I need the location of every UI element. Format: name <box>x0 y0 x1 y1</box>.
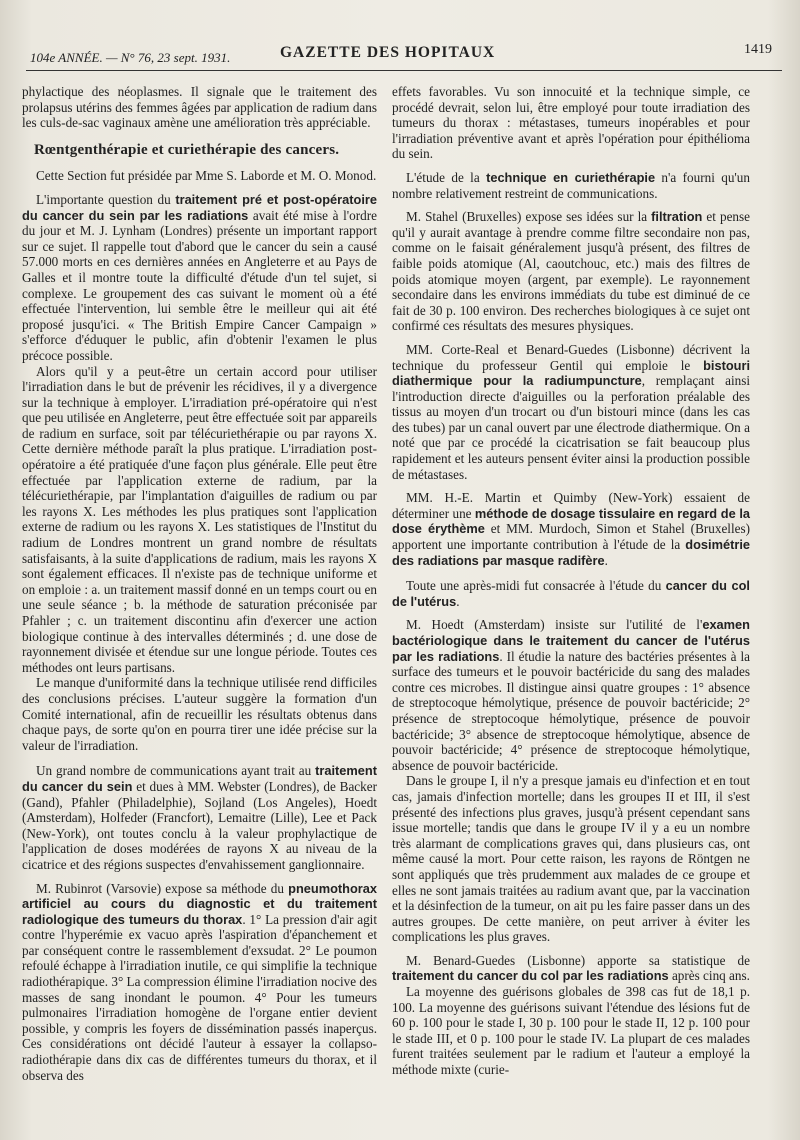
paragraph <box>392 617 750 773</box>
topic-bold: traitement du cancer du sein <box>22 763 377 794</box>
paragraph <box>392 342 750 482</box>
text: M. Rubinrot (Varsovie) expose sa méthode du <box>36 880 289 896</box>
text: . 1° La pression d'air agit contre l'hyperémie ex vacuo après l'aspiration d'épanchement et par conséquent contre le rassemblement d'exsudat. 2° Le poumon refoulé échappe à l'irradiation inutile, ce qui simplifie la technique radiothérapique. 3° La compression élimine l'irradiation nocive des masses de sang inondant le poumon. 4° Pour les tumeurs pulmonaires l'irradiation homogène de l'organe entier devient possible, y compris les foyers de dissémination passés inaperçus. Ces considérations ont décidé l'auteur à essayer la collapso-radiothérapie dans dix cas de différentes tumeurs du thorax, et il observa des <box>22 911 377 1083</box>
paragraph <box>22 192 377 364</box>
text: et dues à MM. Webster (Londres), de Backer (Gand), Pfahler (Philadelphie), Sojland (Los Angeles), Hoedt (Amsterdam), Holfeder (Francfort), Lemaitre (Lille), Lee et Pack (New-York), ont toutes conclu à la valeur prophylactique de l'application de doses modérées de rayons X au niveau de la cicatrice et des régions suspectes d'envahissement ganglionnaire. <box>22 778 377 872</box>
topic-bold: bistouri diathermique pour la radiumpuncture <box>392 357 750 389</box>
text: . <box>604 552 608 568</box>
topic-bold: cancer du col de l'utérus <box>392 578 750 609</box>
page-number: 1419 <box>744 42 772 57</box>
paragraph: La moyenne des guérisons globales de 398 cas fut de 18,1 p. 100. La moyenne des guérisons suivant l'étendue des lésions fut de 60 p. 100 pour le stade I, 30 p. 100 pour le stade II, 12 p. 100 pour le stade III, et 0 p. 100 pour le stade IV. La plupart de ces malades furent traitées seulement par le radium et l'auteur a employé la méthode mixte (curie- <box>392 984 750 1078</box>
text: MM. Corte-Real et Benard-Guedes (Lisbonne) décrivent la technique du professeur Gentil qui emploie le <box>392 341 750 373</box>
paragraph: Alors qu'il y a peut-être un certain accord pour utiliser l'irradiation dans le but de prévenir les récidives, il y a divergence sur la technique à employer. L'irradiation pré-opératoire qui n'est que peu utilisée en Angleterre, peut être effectuée soit par appareils de radium en surface, soit par télécuriethérapie ou par rayons X. Cette dernière méthode paraît la plus pratique. L'irradiation post-opératoire a été pratiquée d'une façon plus générale. Elle peut être effectuée par l'application externe de radium, par la télécuriethérapie, par l'implantation d'aiguilles de radium ou par les rayons X. Les méthodes les plus pratiques sont l'application externe de radium ou les rayons X. Les statistiques de l'Institut du radium de Londres montrent un grand nombre de résultats satisfaisants, à la suite d'applications de radium, mais les rayons X sont également efficaces. Il n'existe pas de technique uniforme et on emploie : a. un traitement massif donné en un temps court ou en une seule séance ; b. la méthode de saturation préconisée par Pfahler ; c. un traitement discontinu afin d'exercer une action biologique continue à des intervalles déterminés ; d. une dose de rayonnement divisée et étendue sur une longue période. Toutes ces méthodes ont leurs partisans. <box>22 363 377 675</box>
text: . <box>456 593 460 609</box>
paragraph: effets favorables. Vu son innocuité et la technique simple, ce procédé devrait, selon lui, être employé pour toute irradiation des tumeurs du thorax : métastases, tumeurs inopérables et pour l'irradiation préventive avant et après l'opération pour épithélioma du sein. <box>392 84 750 162</box>
text: Un grand nombre de communications ayant trait au <box>36 763 316 779</box>
text: et MM. Murdoch, Simon et Stahel (Bruxelles) apportent une importante contribution à l'étude de la <box>392 521 751 553</box>
section-heading: Rœntgenthérapie et curiethérapie des cancers. <box>34 141 340 158</box>
text: après cinq ans. <box>668 968 750 984</box>
spacer <box>22 753 377 763</box>
paragraph <box>392 578 750 609</box>
text: n'a fourni qu'un nombre relativement restreint de communications. <box>392 169 750 201</box>
paragraph <box>392 953 750 984</box>
text: MM. H.-E. Martin et Quimby (New-York) essaient de déterminer une <box>392 490 750 521</box>
paragraph: Cette Section fut présidée par Mme S. Laborde et M. O. Monod. <box>36 168 377 184</box>
topic-bold: traitement du cancer du col par les radiations <box>392 968 669 984</box>
paragraph <box>392 170 750 201</box>
paragraph: Dans le groupe I, il n'y a presque jamais eu d'infection et en tout cas, jamais d'infection mortelle; dans les groupes II et III, il s'est présenté des infections plus graves, jusqu'à présent cependant sans issue mortelle; tandis que dans le groupe IV il y a eu un nombre très alarmant de complications graves qui, dans plusieurs cas, ont même causé la mort. Pour cette raison, les rayons de Röntgen ne sont appliqués que très prudemment aux malades de ce groupe et elles ne sont jamais traitées au radium avant que, par la vaccination et la désinfection de la tumeur, on ait pu les faire passer dans un des autres groupes. De cette manière, on peut arriver à éviter les complications les plus graves. <box>392 773 750 945</box>
left-column <box>22 84 377 1083</box>
header-rule <box>26 70 782 71</box>
right-column <box>392 84 750 1078</box>
topic-bold: traitement pré et post-opératoire du cancer du sein par les radiations <box>22 191 377 223</box>
paragraph <box>22 763 377 872</box>
paragraph <box>392 209 750 334</box>
text: M. Hoedt (Amsterdam) insiste sur l'utilité de l' <box>406 617 703 633</box>
topic-bold: dosimétrie des radiations par masque radifère <box>392 537 750 568</box>
journal-title: GAZETTE DES HOPITAUX <box>280 44 496 61</box>
issue-info: 104e ANNÉE. — N° 76, 23 sept. 1931. <box>30 50 231 65</box>
text: M. Benard-Guedes (Lisbonne) apporte sa statistique de <box>406 952 750 968</box>
spacer <box>392 568 750 578</box>
text: Toute une après-midi fut consacrée à l'étude du <box>406 578 666 594</box>
text: M. Stahel (Bruxelles) expose ses idées sur la <box>406 209 652 225</box>
paragraph: phylactique des néoplasmes. Il signale que le traitement des prolapsus utérins des femmes âgées par application de radium dans les culs-de-sac vaginaux amène une amélioration très appréciable. <box>22 84 377 131</box>
text: L'importante question du <box>36 191 176 207</box>
text: . Il étudie la nature des bactéries présentes à la surface des tumeurs et le pouvoir bactéricide du sang des malades contre ces microbes. Il distingue ainsi quatre groupes : 1° absence de streptocoque hémolytique, présence de pouvoir bactéricide; 2° présence de streptocoque hémolytique, présence de pouvoir bactéricide; 3° absence de streptocoque hémolytique, absence de pouvoir bactéricide; 4° présence de streptocoque hémolytique, absence de pouvoir bactéricide. <box>392 648 751 773</box>
paragraph: Le manque d'uniformité dans la technique utilisée rend difficiles des conclusions précises. L'auteur suggère la formation d'un Comité international, afin de recueillir les résultats obtenus dans chaque pays, de sorte qu'on en pourra tirer une idée précise sur la valeur de l'irradiation. <box>22 675 377 753</box>
topic-bold: technique en curiethérapie <box>486 169 656 185</box>
text: avait été mise à l'ordre du jour et M. J. Lynham (Londres) présente un important rapport sur ce sujet. Il rappelle tout d'abord que le cancer du sein a causé 57.000 morts en ces dernières années en Angleterre et au Pays de Galles et il montre toute la difficulté d'étude d'un tel sujet, si complexe. Le groupement des cas suivant le moment où a été effectuée l'intervention, lui semble être le meilleur qui ait été proposé jusqu'ici. « The British Empire Cancer Campaign » s'efforce d'éduquer le public, afin d'obtenir l'examen le plus précoce possible. <box>22 207 377 363</box>
text: L'étude de la <box>406 169 487 185</box>
topic-bold: pneumothorax artificiel au cours du diagnostic et du traitement radiologique des tumeurs du thorax <box>22 880 377 927</box>
text: et pense qu'il y aurait avantage à prendre comme filtre secondaire non pas, comme on le faisait généralement jusqu'à présent, des filtres de faible poids atomique (Al, caoutchouc, etc.) mais des filtres de poids atomique moyen (argent, par exemple). Le rayonnement secondaire dans les environs immédiats du tube est diminué de ce fait de 30 p. 100 environ. Des recherches biologiques à ce sujet ont confirmé ces résultats des mesures physiques. <box>392 209 750 334</box>
text: , remplaçant ainsi l'introduction directe d'aiguilles ou la perforation préalable des tissus au moyen d'un trocart ou d'un bistouri mince (dans les cas des tubes) par un canal ouvert par une électrode diathermique. On a noté que par ce procédé la cicatrisation se fait beaucoup plus rapidement et les auteurs pensent éviter ainsi la production possible de métastases. <box>392 373 751 482</box>
topic-bold: méthode de dosage tissulaire en regard de la dose érythème <box>392 505 750 537</box>
topic-bold: examen bactériologique dans le traitement du cancer de l'utérus par les radiations <box>392 617 750 664</box>
topic-bold: filtration <box>651 209 703 225</box>
paragraph <box>392 490 750 568</box>
paragraph <box>22 881 377 1084</box>
